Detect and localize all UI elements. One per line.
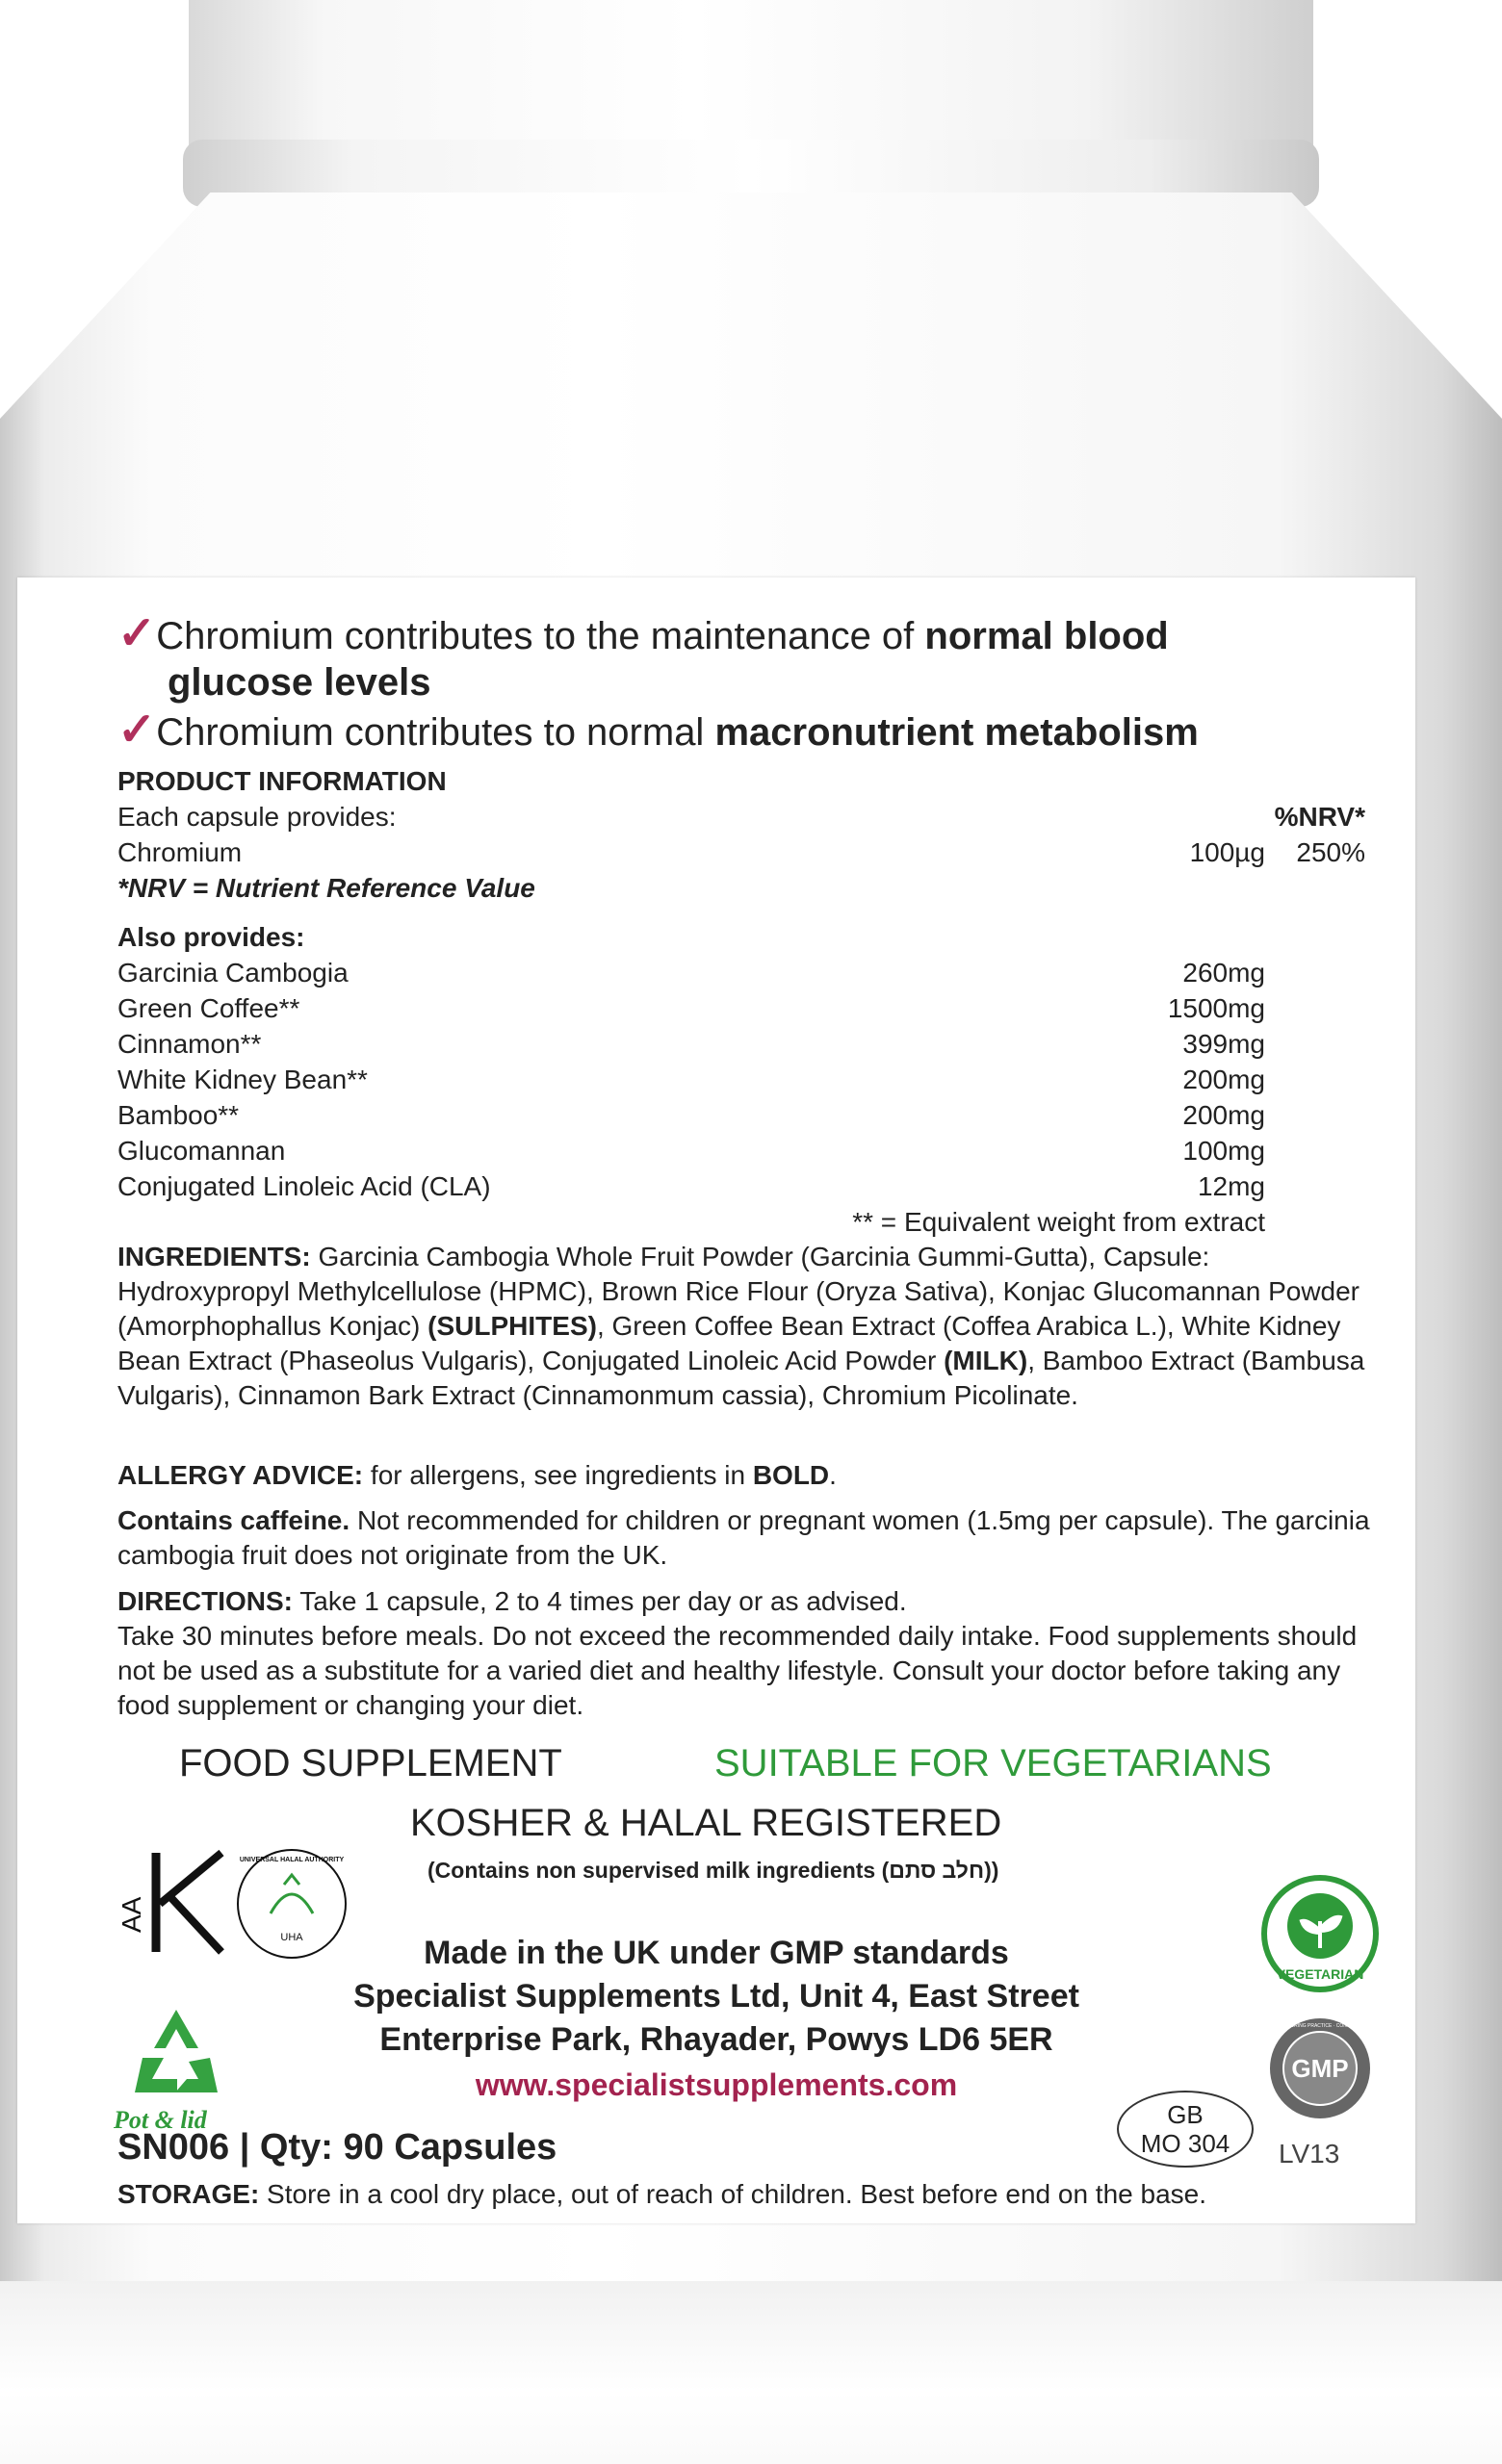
directions-label: DIRECTIONS: [117, 1586, 293, 1616]
gmp-badge-icon [1248, 2015, 1392, 2121]
claim-1-bold: normal blood [924, 615, 1169, 657]
directions-text: Take 30 minutes before meals. Do not exceed the recommended daily intake. Food supplements should not be used as a substitute for a varied diet and healthy lifestyle. Consult your doctor before taking any food supplement or changing your diet. [117, 1621, 1358, 1720]
maker-line2: Specialist Supplements Ltd, Unit 4, East Street [353, 1978, 1079, 2015]
claim-2 [117, 706, 1199, 757]
allergy-bold: BOLD [752, 1460, 830, 1490]
caffeine-label: Contains caffeine. [117, 1505, 350, 1535]
ingredients-text-1: Garcinia Cambogia Whole Fruit Powder (Garcinia Gummi-Gutta), Capsule: Hydroxypropyl Methylcellulose (HPMC), Brown Rice Flour (Oryza Sativa), Konjac Glucomannan Powder (Amorphophallus Konjac) [117, 1242, 1360, 1341]
ingredients-text-2: , Green Coffee Bean Extract (Coffea Arabica L.), White Kidney Bean Extract (Phaseolus Vulgaris), Conjugated Linoleic Acid Powder [117, 1311, 1341, 1375]
claim-1-line2 [168, 658, 430, 706]
list-item-name: Green Coffee** [117, 993, 300, 1023]
ingredients-text-3: , Bamboo Extract (Bambusa Vulgaris), Cinnamon Bark Extract (Cinnamonmum cassia), Chromium Picolinate. [117, 1346, 1365, 1410]
nrv-header: %NRV* [1274, 802, 1365, 832]
extract-note: ** = Equivalent weight from extract [852, 1207, 1265, 1237]
list-item-name: Cinnamon** [117, 1029, 262, 1059]
svg-text:AA: AA [117, 1896, 146, 1933]
maker-line3: Enterprise Park, Rhayader, Powys LD6 5ER [379, 2021, 1053, 2058]
allergen-sulphites: (SULPHITES) [427, 1311, 597, 1341]
chromium-amount: 100µg [1189, 837, 1265, 867]
claim-2-text: Chromium contributes to normal [156, 711, 715, 754]
list-item-amount: 1500mg [1167, 993, 1265, 1023]
allergen-milk: (MILK) [944, 1346, 1028, 1375]
list-item-name: Garcinia Cambogia [117, 958, 349, 988]
caffeine-warning [117, 1503, 1388, 1573]
list-item-name: Bamboo** [117, 1100, 240, 1130]
claim-1-bold-2: glucose levels [168, 661, 431, 704]
each-capsule-label: Each capsule provides: [117, 802, 397, 832]
claim-1-text: Chromium contributes to the maintenance of [156, 615, 925, 657]
directions-line1: Take 1 capsule, 2 to 4 times per day or as advised. [293, 1586, 907, 1616]
list-item-name: Conjugated Linoleic Acid (CLA) [117, 1171, 491, 1201]
directions [117, 1584, 1369, 1723]
recycle-icon [114, 2002, 239, 2108]
halal-ring-text: UNIVERSAL HALAL AUTHORITY [239, 1857, 345, 1863]
vegetarian-badge-icon [1259, 1873, 1381, 1994]
list-item-amount: 260mg [1182, 958, 1265, 988]
gb-approval-oval [1117, 2091, 1254, 2168]
list-item-amount: 100mg [1182, 1136, 1265, 1166]
list-item-amount: 12mg [1197, 1171, 1265, 1201]
claim-1 [117, 610, 1169, 660]
gmp-badge-text: GMP [1291, 2054, 1349, 2083]
website-link[interactable]: www.specialistsupplements.com [475, 2067, 958, 2102]
storage-line [117, 2179, 1206, 2210]
allergy-end: . [829, 1460, 837, 1490]
chromium-label: Chromium [117, 837, 243, 867]
ingredients-paragraph [117, 1240, 1388, 1413]
label-version: LV13 [1279, 2139, 1340, 2169]
caffeine-text: Not recommended for children or pregnant women (1.5mg per capsule). The garcinia cambogia fruit does not originate from the UK. [117, 1505, 1370, 1570]
gb-line2: MO 304 [1140, 2129, 1230, 2158]
product-code: SN006 | Qty: 90 Capsules [117, 2127, 557, 2168]
product-info-heading: PRODUCT INFORMATION [117, 766, 447, 796]
also-provides-label: Also provides: [117, 922, 305, 952]
gmp-ring-text: GOOD MANUFACTURING PRACTICE · CONSISTENT QUALITY · [1248, 2023, 1392, 2029]
claim-2-bold: macronutrient metabolism [714, 711, 1199, 754]
list-item-name: Glucomannan [117, 1136, 286, 1166]
recycle-caption: Pot & lid [114, 2106, 207, 2134]
vegetarian-badge-text: VEGETARIAN [1276, 1966, 1364, 1982]
list-item-amount: 200mg [1182, 1100, 1265, 1130]
storage-label: STORAGE: [117, 2179, 260, 2209]
allergy-label: ALLERGY ADVICE: [117, 1460, 364, 1490]
check-mark-icon: ✓ [117, 608, 157, 659]
storage-text: Store in a cool dry place, out of reach of children. Best before end on the base. [259, 2179, 1206, 2209]
list-item-name: White Kidney Bean** [117, 1065, 368, 1094]
nrv-note: *NRV = Nutrient Reference Value [117, 873, 535, 903]
ingredients-label: INGREDIENTS: [117, 1242, 311, 1271]
halal-abbr: UHA [280, 1932, 303, 1943]
gb-line1: GB [1167, 2100, 1204, 2129]
list-item-amount: 399mg [1182, 1029, 1265, 1059]
list-item-amount: 200mg [1182, 1065, 1265, 1094]
allergy-advice [117, 1458, 1388, 1493]
chromium-nrv: 250% [1296, 837, 1365, 867]
vegetarian-label: SUITABLE FOR VEGETARIANS [714, 1742, 1272, 1784]
bottle-base [0, 2281, 1502, 2464]
milk-note: (Contains non supervised milk ingredients (חלב סתם)) [427, 1858, 999, 1883]
food-supplement-label: FOOD SUPPLEMENT [179, 1742, 562, 1784]
allergy-text: for allergens, see ingredients in [363, 1460, 753, 1490]
product-label [17, 578, 1415, 2223]
kosher-halal-label: KOSHER & HALAL REGISTERED [410, 1802, 1002, 1844]
check-mark-icon: ✓ [117, 705, 157, 756]
maker-line1: Made in the UK under GMP standards [424, 1935, 1009, 1971]
